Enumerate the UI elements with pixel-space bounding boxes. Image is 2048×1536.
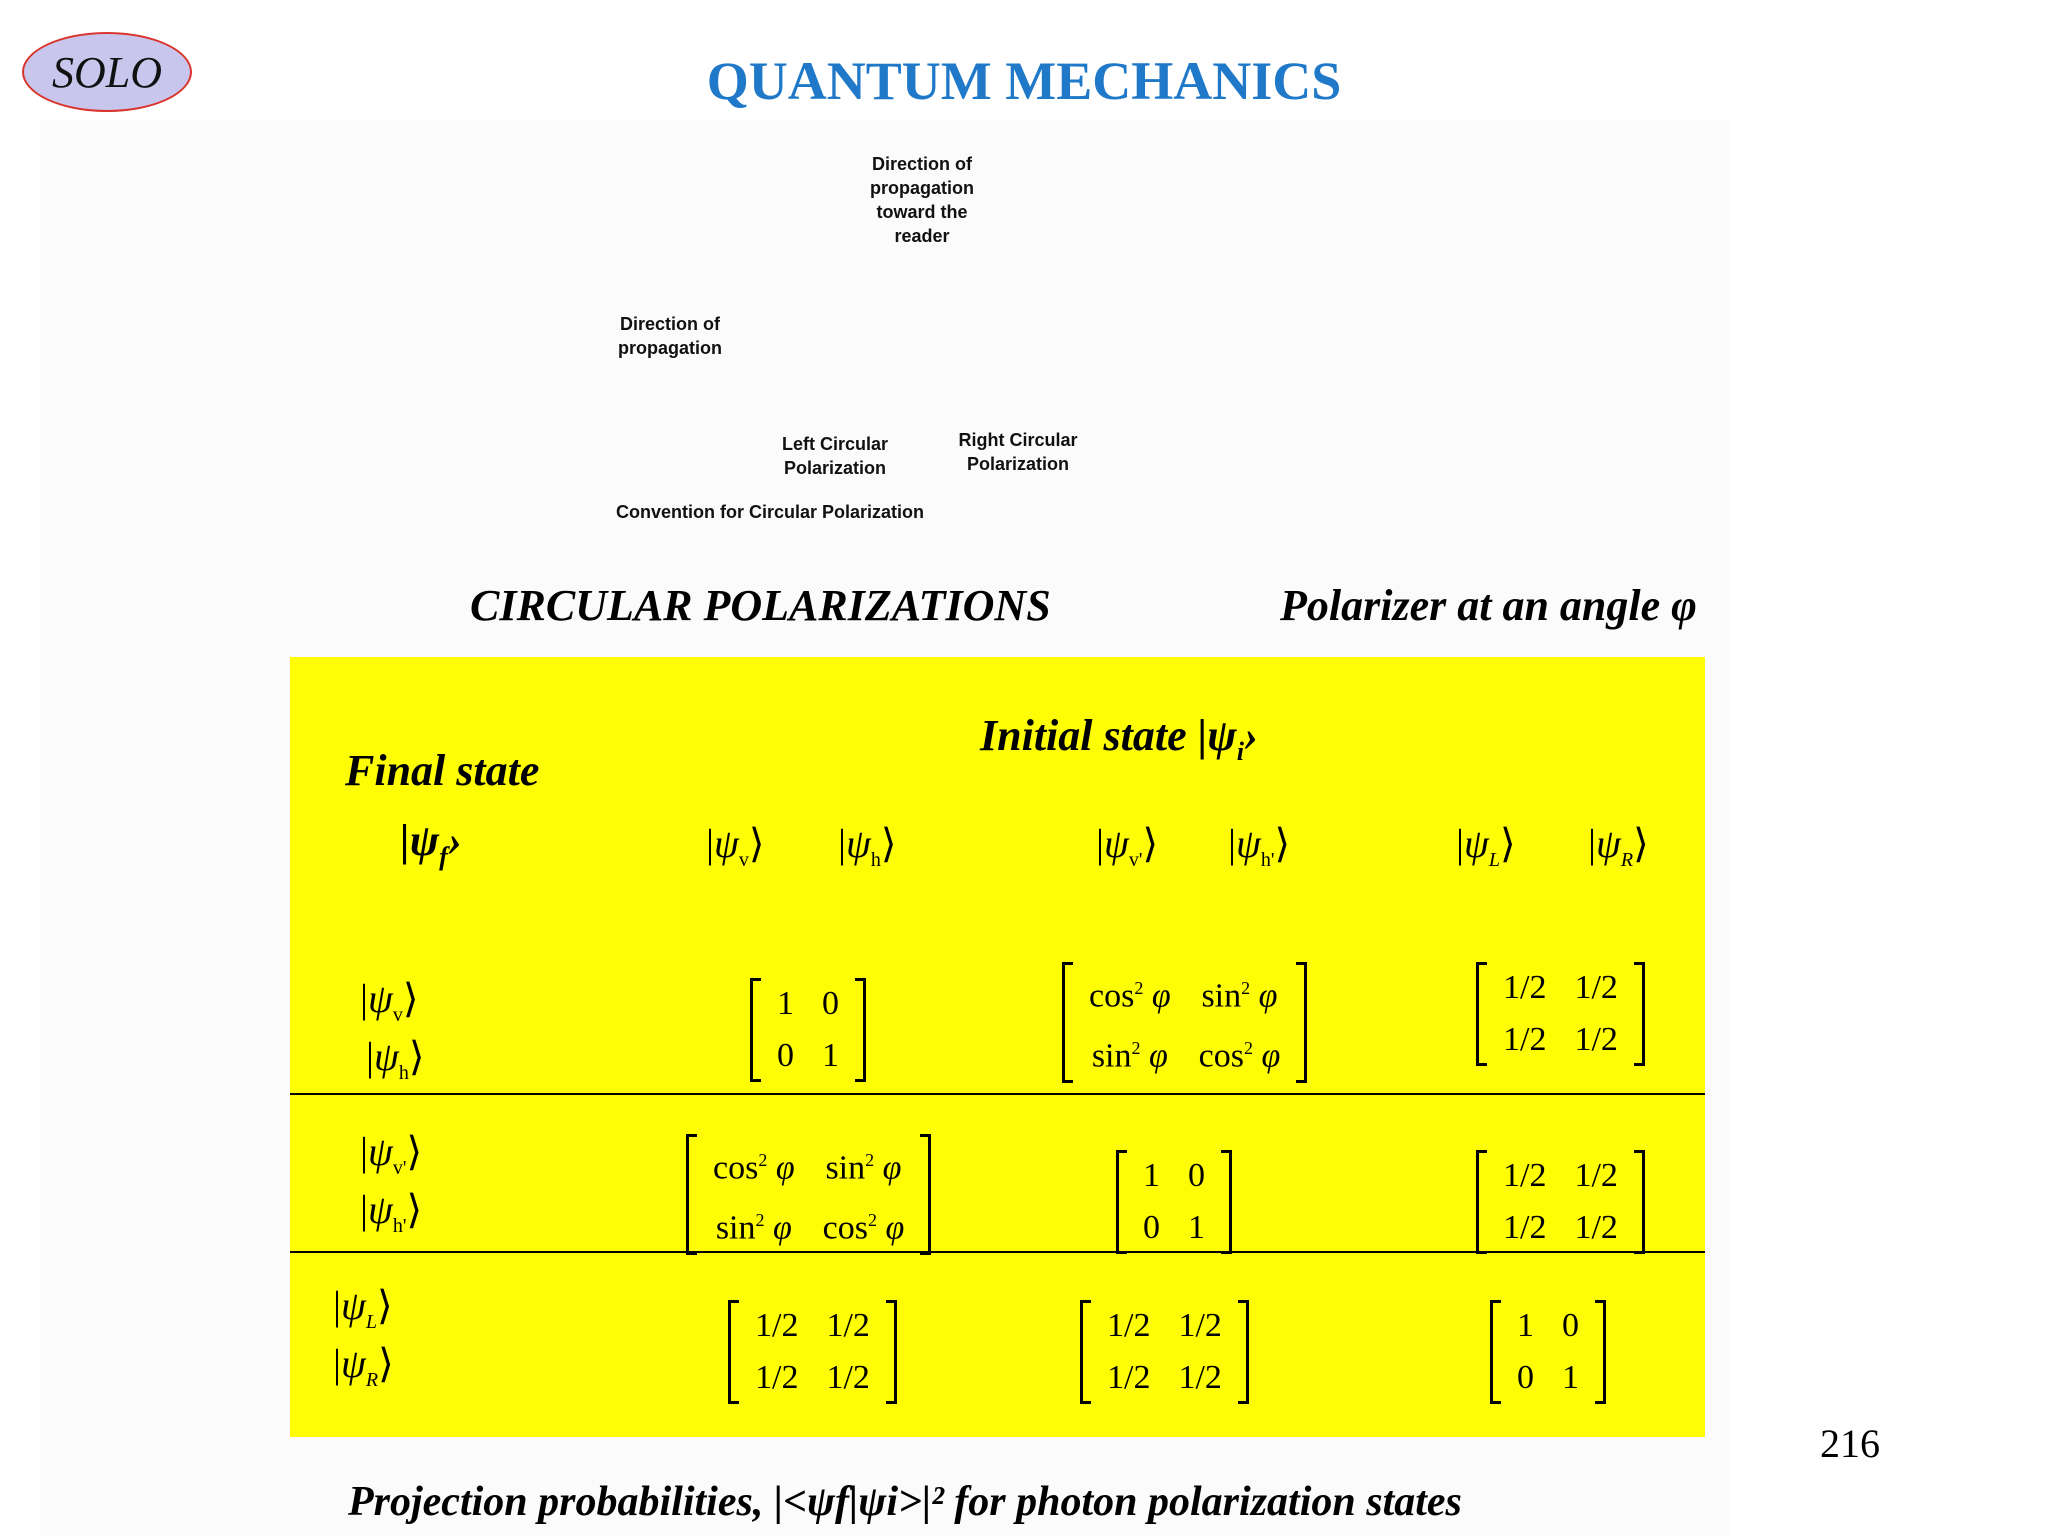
- row-ket-h-prime: $|\psi_{h'}⟩$: [360, 1187, 423, 1237]
- matrix-vphp-lr: 1/2 1/2 1/2 1/2: [1476, 1150, 1645, 1254]
- label-direction-of-propagation: Direction of propagation: [618, 314, 722, 358]
- column-ket-h-prime: $|\psi_{h'}⟩$: [1228, 821, 1291, 871]
- initial-state-label: Initial state $|\psi_i›$: [980, 711, 1259, 766]
- solo-logo: SOLO: [22, 32, 192, 112]
- label-left-circular: Left Circular Polarization: [781, 434, 889, 478]
- final-state-ket: $|\psi_f›$: [400, 816, 463, 871]
- bottom-caption: Projection probabilities, |<ψf|ψi>|² for photon polarization states: [348, 1479, 1462, 1525]
- column-ket-r: $|\psi_R⟩$: [1588, 821, 1649, 871]
- column-ket-h: $|\psi_h⟩$: [838, 821, 897, 871]
- page-number: 216: [1820, 1421, 1880, 1466]
- matrix-vh-vphp: $\cos^2 \varphi$ $\sin^2 \varphi$ $\sin^2 \varphi$ $\cos^2 \varphi$: [1062, 962, 1307, 1083]
- page-title: QUANTUM MECHANICS: [706, 51, 1342, 111]
- final-state-label: Final state: [345, 746, 540, 795]
- column-ket-l: $|\psi_L⟩$: [1456, 821, 1516, 871]
- diagram-caption: Convention for Circular Polarization: [615, 502, 925, 522]
- column-ket-v: $|\psi_v⟩$: [706, 821, 765, 871]
- row-ket-v: $|\psi_v⟩$: [360, 976, 419, 1026]
- column-ket-v-prime: $|\psi_{v'}⟩$: [1096, 821, 1159, 871]
- table-divider-1: [290, 1093, 1705, 1095]
- row-ket-l: $|\psi_L⟩$: [333, 1283, 393, 1333]
- matrix-lr-vh: 1/2 1/2 1/2 1/2: [728, 1300, 897, 1404]
- matrix-lr-vphp: 1/2 1/2 1/2 1/2: [1080, 1300, 1249, 1404]
- matrix-vphp-vh: $\cos^2 \varphi$ $\sin^2 \varphi$ $\sin^2 \varphi$ $\cos^2 \varphi$: [686, 1134, 931, 1255]
- matrix-vh-vh: 1 0 0 1: [750, 978, 866, 1082]
- row-ket-r: $|\psi_R⟩$: [333, 1341, 394, 1391]
- row-ket-h: $|\psi_h⟩$: [366, 1034, 425, 1084]
- heading-circular-polarizations: CIRCULAR POLARIZATIONS: [470, 581, 1051, 630]
- label-toward-reader: Direction of propagation toward the reader: [870, 154, 974, 246]
- matrix-vh-lr: 1/2 1/2 1/2 1/2: [1476, 962, 1645, 1066]
- matrix-lr-lr: 1 0 0 1: [1490, 1300, 1606, 1404]
- heading-polarizer-angle: Polarizer at an angle φ: [1280, 581, 1697, 630]
- row-ket-v-prime: $|\psi_{v'}⟩$: [360, 1129, 423, 1179]
- label-right-circular: Right Circular Polarization: [958, 430, 1078, 474]
- matrix-vphp-vphp: 1 0 0 1: [1116, 1150, 1232, 1254]
